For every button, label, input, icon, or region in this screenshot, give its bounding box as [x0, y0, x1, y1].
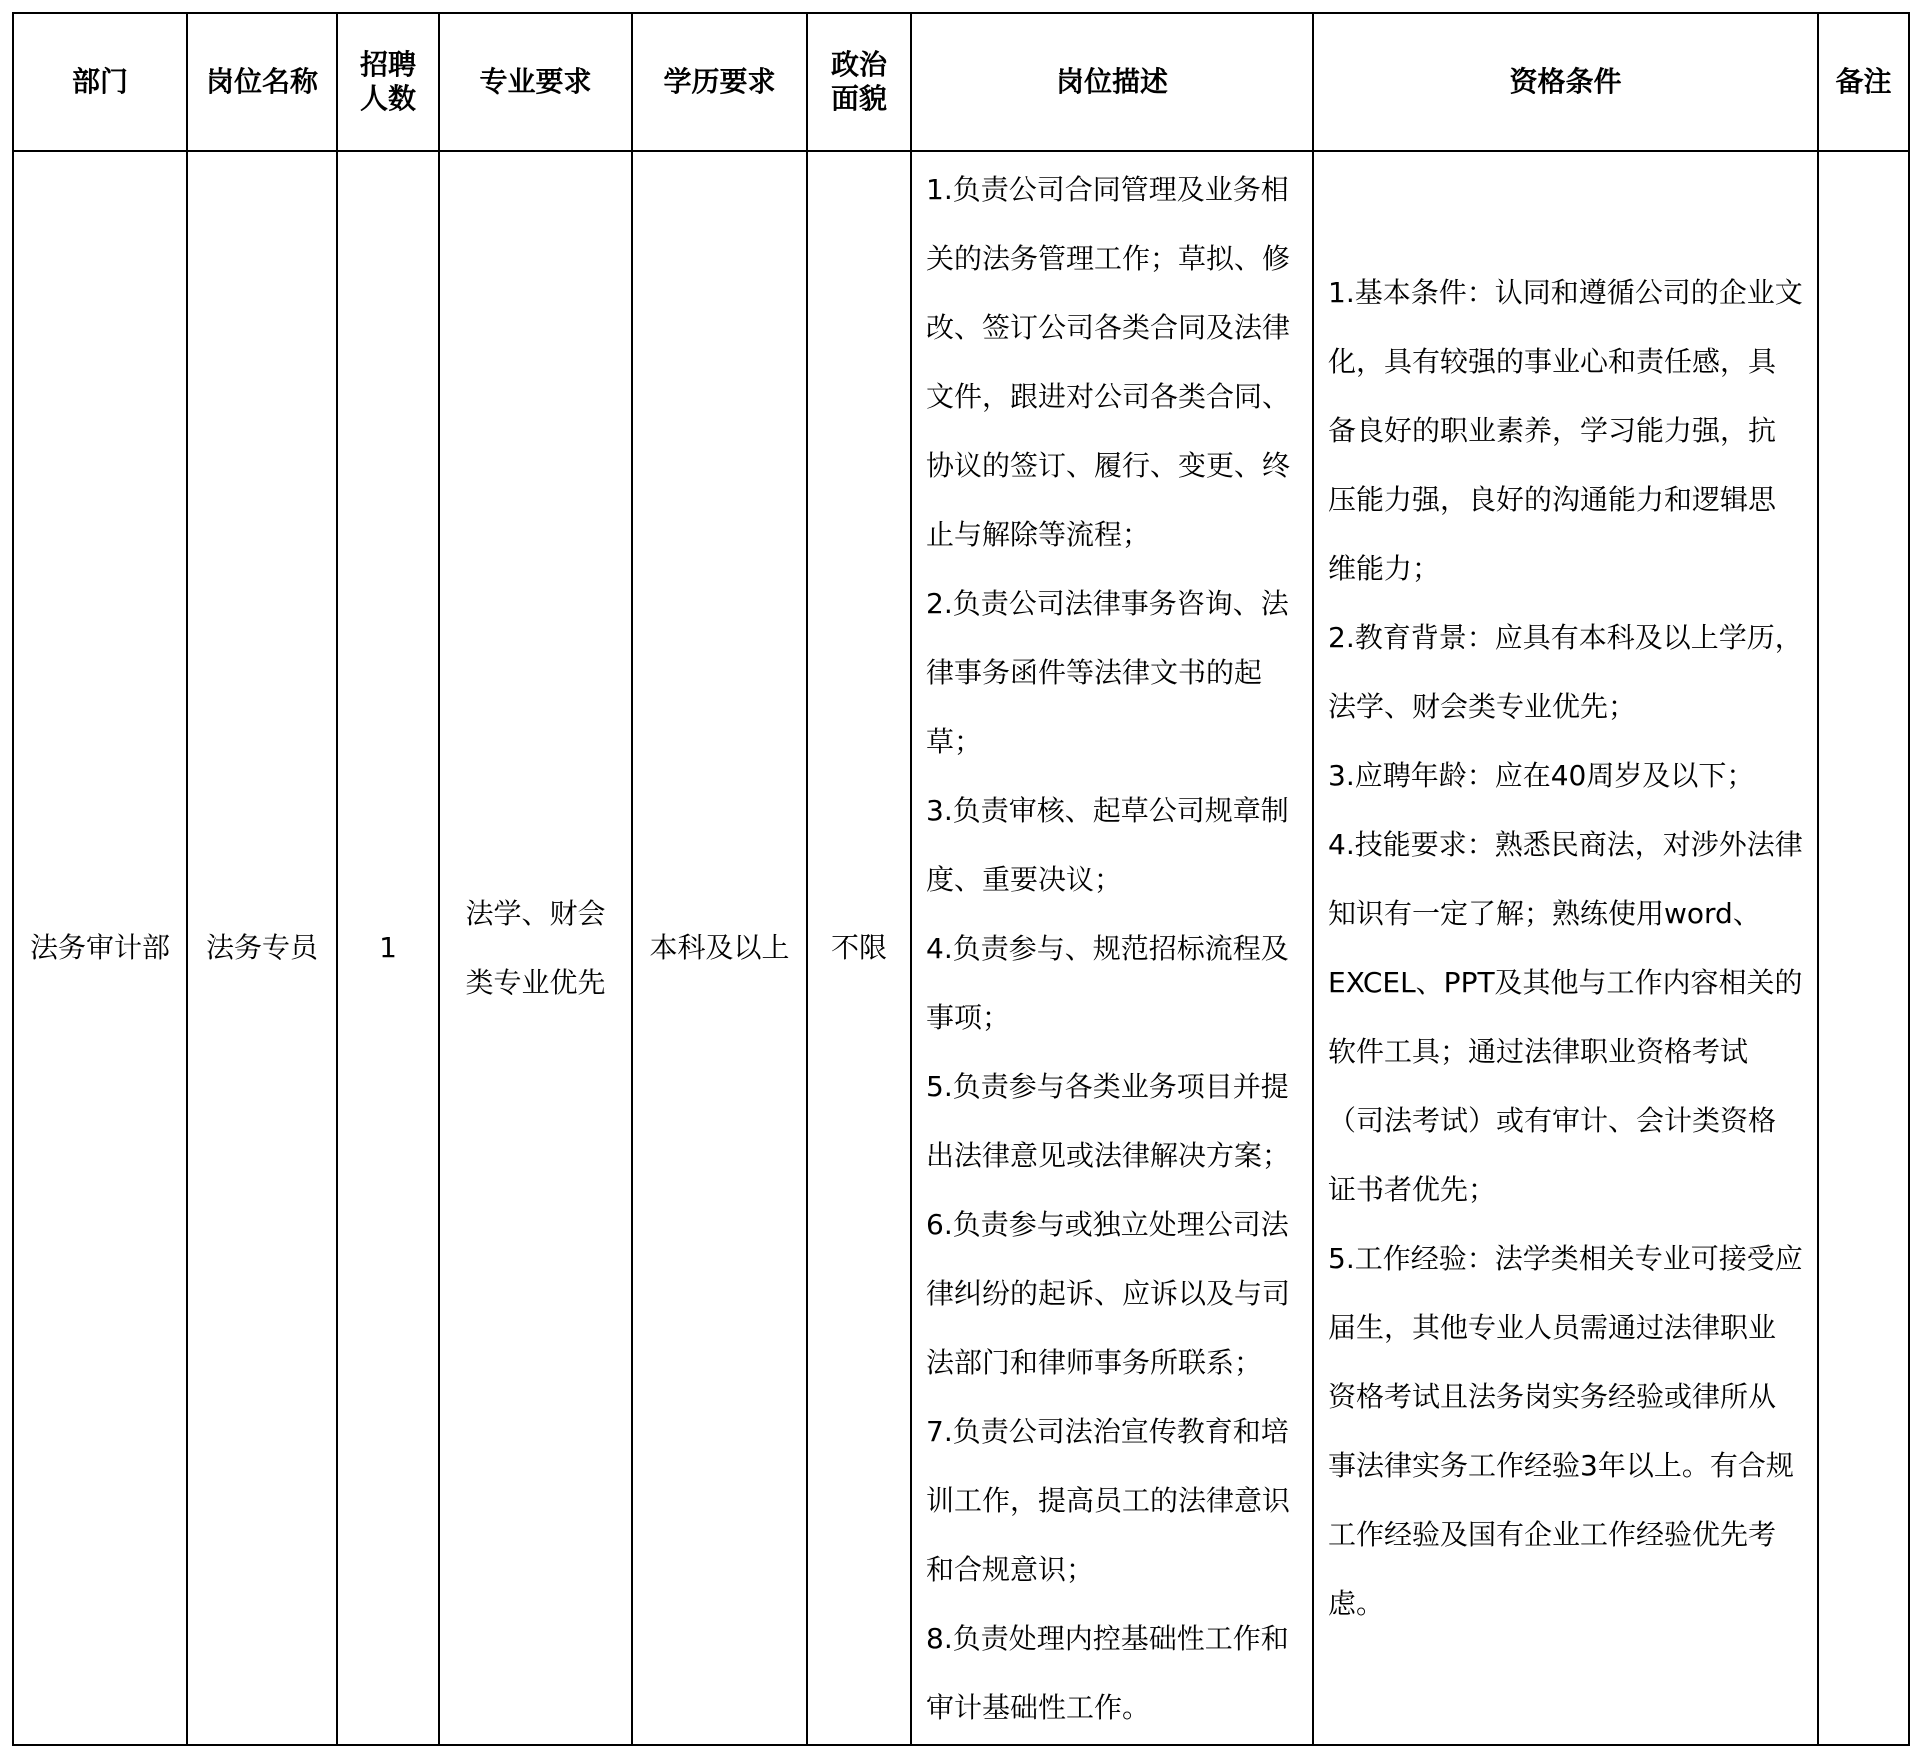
description-line: 法部门和律师事务所联系；	[926, 1345, 1263, 1379]
qualification-line: EXCEL、PPT及其他与工作内容相关的	[1328, 966, 1803, 999]
qualification-line: 知识有一定了解；熟练使用word、	[1328, 897, 1761, 930]
description-line: 和合规意识；	[926, 1552, 1095, 1586]
table-row	[13, 151, 1909, 1745]
qualification-line: 备良好的职业素养，学习能力强，抗	[1328, 414, 1777, 447]
header-political-line: 政治	[830, 48, 887, 81]
description-line: 律纠纷的起诉、应诉以及与司	[926, 1276, 1291, 1310]
cell-major-line: 类专业优先	[465, 966, 606, 999]
description-line: 审计基础性工作。	[926, 1690, 1151, 1724]
qualification-line: 压能力强，良好的沟通能力和逻辑思	[1328, 483, 1777, 516]
description-line: 度、重要决议；	[926, 862, 1123, 896]
qualification-line: 化，具有较强的事业心和责任感，具	[1328, 345, 1777, 378]
description-line: 2.负责公司法律事务咨询、法	[926, 586, 1289, 620]
header-major: 专业要求	[439, 13, 632, 151]
description-line: 律事务函件等法律文书的起	[926, 655, 1263, 689]
header-remarks: 备注	[1818, 13, 1909, 151]
description-line: 3.负责审核、起草公司规章制	[926, 793, 1289, 827]
header-position: 岗位名称	[187, 13, 337, 151]
description-line: 1.负责公司合同管理及业务相	[926, 172, 1289, 206]
description-line: 7.负责公司法治宣传教育和培	[926, 1414, 1289, 1448]
header-headcount	[337, 13, 439, 151]
description-line: 训工作，提高员工的法律意识	[926, 1483, 1291, 1517]
qualification-line: 工作经验及国有企业工作经验优先考	[1328, 1518, 1777, 1551]
header-qualifications: 资格条件	[1313, 13, 1818, 151]
cell-political: 不限	[807, 151, 911, 1745]
cell-qualifications	[1313, 151, 1818, 1745]
description-line: 止与解除等流程；	[926, 517, 1151, 551]
qualification-line: 事法律实务工作经验3年以上。有合规	[1328, 1449, 1794, 1482]
qualification-line: 2.教育背景：应具有本科及以上学历，	[1328, 621, 1803, 654]
header-headcount-line: 人数	[359, 82, 416, 115]
description-line: 4.负责参与、规范招标流程及	[926, 931, 1289, 965]
description-line: 事项；	[926, 1000, 1011, 1034]
qualification-line: 5.工作经验：法学类相关专业可接受应	[1328, 1242, 1803, 1275]
description-line: 协议的签订、履行、变更、终	[926, 448, 1291, 482]
cell-department: 法务审计部	[13, 151, 187, 1745]
description-line: 草；	[926, 724, 983, 758]
cell-major	[439, 151, 632, 1745]
header-education: 学历要求	[632, 13, 807, 151]
header-political-line: 面貌	[830, 82, 887, 115]
header-row	[13, 13, 1909, 151]
description-line: 关的法务管理工作；草拟、修	[926, 241, 1291, 275]
qualification-line: 1.基本条件：认同和遵循公司的企业文	[1328, 276, 1803, 309]
qualification-line: 软件工具；通过法律职业资格考试	[1328, 1035, 1749, 1068]
qualification-line: （司法考试）或有审计、会计类资格	[1328, 1104, 1777, 1137]
cell-major-line: 法学、财会	[465, 897, 606, 930]
description-line: 5.负责参与各类业务项目并提	[926, 1069, 1289, 1103]
cell-description	[911, 151, 1313, 1745]
header-department: 部门	[13, 13, 187, 151]
qualification-line: 证书者优先；	[1328, 1173, 1497, 1206]
qualification-line: 资格考试且法务岗实务经验或律所从	[1328, 1380, 1777, 1413]
qualification-line: 届生，其他专业人员需通过法律职业	[1328, 1311, 1777, 1344]
qualification-line: 虑。	[1328, 1587, 1385, 1620]
job-posting-table	[12, 12, 1910, 1746]
qualification-line: 维能力；	[1328, 552, 1441, 585]
qualification-line: 3.应聘年龄：应在40周岁及以下；	[1328, 759, 1755, 792]
cell-education: 本科及以上	[632, 151, 807, 1745]
header-political	[807, 13, 911, 151]
cell-headcount: 1	[337, 151, 439, 1745]
description-line: 6.负责参与或独立处理公司法	[926, 1207, 1289, 1241]
header-headcount-line: 招聘	[359, 48, 416, 81]
qualification-line: 4.技能要求：熟悉民商法，对涉外法律	[1328, 828, 1803, 861]
description-line: 8.负责处理内控基础性工作和	[926, 1621, 1289, 1655]
qualification-line: 法学、财会类专业优先；	[1328, 690, 1637, 723]
cell-remarks	[1818, 151, 1909, 1745]
description-line: 改、签订公司各类合同及法律	[926, 310, 1291, 344]
description-line: 文件，跟进对公司各类合同、	[926, 379, 1291, 413]
header-description: 岗位描述	[911, 13, 1313, 151]
cell-position: 法务专员	[187, 151, 337, 1745]
description-line: 出法律意见或法律解决方案；	[926, 1138, 1291, 1172]
